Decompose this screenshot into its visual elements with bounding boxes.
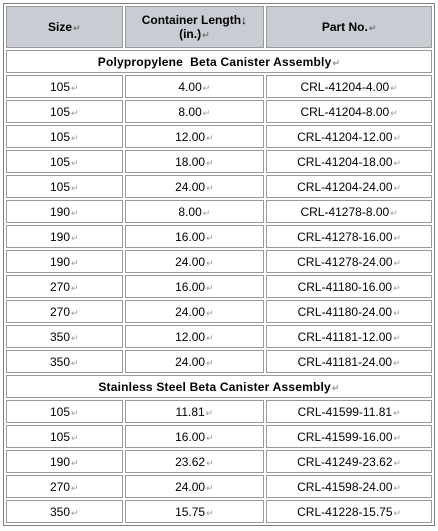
length-value: 24.00 [175, 254, 206, 269]
part-cell [266, 125, 432, 148]
size-value: 190 [49, 254, 71, 269]
part-value: CRL-41204-24.00 [297, 179, 393, 194]
part-cell [266, 450, 432, 473]
paragraph-mark-icon: ↵ [206, 507, 214, 518]
size-value: 105 [49, 154, 71, 169]
length-cell [125, 150, 265, 173]
section-title: Polypropylene Beta Canister Assembly [97, 54, 332, 69]
size-cell [6, 125, 123, 148]
paragraph-mark-icon: ↵ [206, 432, 214, 443]
paragraph-mark-icon: ↵ [202, 107, 211, 118]
container-length-header [125, 6, 265, 48]
length-cell [125, 275, 265, 298]
size-cell [6, 250, 123, 273]
part-value: CRL-41598-24.00 [297, 479, 393, 494]
paragraph-mark-icon: ↵ [393, 157, 402, 168]
size-value: 105 [49, 179, 71, 194]
paragraph-mark-icon: ↵ [71, 157, 79, 168]
table-row [6, 300, 432, 323]
paragraph-mark-icon: ↵ [331, 382, 340, 393]
length-cell [125, 225, 265, 248]
paragraph-mark-icon: ↵ [390, 107, 398, 118]
part-value: CRL-41599-16.00 [297, 429, 393, 444]
length-value: 18.00 [175, 154, 206, 169]
paragraph-mark-icon: ↵ [71, 307, 79, 318]
paragraph-mark-icon: ↵ [206, 182, 214, 193]
part-cell [266, 300, 432, 323]
section-title: Stainless Steel Beta Canister Assembly [98, 379, 331, 394]
size-value: 350 [49, 354, 71, 369]
table-row [6, 475, 432, 498]
table-row [6, 500, 432, 523]
length-value: 24.00 [175, 354, 206, 369]
size-cell [6, 275, 123, 298]
paragraph-mark-icon: ↵ [71, 82, 79, 93]
length-cell [125, 450, 265, 473]
paragraph-mark-icon: ↵ [71, 282, 79, 293]
part-value: CRL-41204-8.00 [300, 104, 390, 119]
table-row [6, 75, 432, 98]
size-cell [6, 100, 123, 123]
size-value: 105 [49, 404, 71, 419]
part-cell [266, 425, 432, 448]
part-cell [266, 500, 432, 523]
paragraph-mark-icon: ↵ [73, 22, 81, 33]
length-cell [125, 250, 265, 273]
table-row [6, 125, 432, 148]
paragraph-mark-icon: ↵ [332, 57, 341, 68]
paragraph-mark-icon: ↵ [71, 432, 79, 443]
length-value: 4.00 [178, 79, 202, 94]
paragraph-mark-icon: ↵ [206, 482, 214, 493]
table-row [6, 150, 432, 173]
paragraph-mark-icon: ↵ [71, 107, 79, 118]
length-cell [125, 300, 265, 323]
paragraph-mark-icon: ↵ [206, 232, 214, 243]
paragraph-mark-icon: ↵ [393, 432, 402, 443]
length-cell [125, 350, 265, 373]
part-cell [266, 175, 432, 198]
length-value: 8.00 [178, 204, 202, 219]
table-row [6, 350, 432, 373]
length-cell [125, 125, 265, 148]
table-row [6, 400, 432, 423]
length-cell [125, 425, 265, 448]
part-cell [266, 400, 432, 423]
container-length-unit: (in.) [179, 26, 202, 41]
section-row [6, 375, 432, 398]
paragraph-mark-icon: ↵ [206, 257, 214, 268]
canister-spec-table [3, 3, 435, 526]
size-cell [6, 475, 123, 498]
length-cell [125, 325, 265, 348]
part-no-header-label: Part No. [321, 19, 368, 34]
length-cell [125, 400, 265, 423]
size-value: 190 [49, 229, 71, 244]
paragraph-mark-icon: ↵ [393, 232, 402, 243]
table-row [6, 200, 432, 223]
size-value: 105 [49, 429, 71, 444]
part-cell [266, 75, 432, 98]
paragraph-mark-icon: ↵ [206, 357, 214, 368]
size-value: 270 [49, 479, 71, 494]
paragraph-mark-icon: ↵ [71, 182, 79, 193]
header-row [6, 6, 432, 48]
part-value: CRL-41180-16.00 [297, 279, 393, 294]
section-title-cell [6, 375, 432, 398]
length-value: 12.00 [175, 329, 206, 344]
paragraph-mark-icon: ↵ [393, 357, 401, 368]
paragraph-mark-icon: ↵ [390, 207, 398, 218]
container-length-header-line2 [126, 27, 264, 42]
table-row [6, 450, 432, 473]
container-length-label: Container Length [141, 12, 242, 27]
paragraph-mark-icon: ↵ [71, 407, 79, 418]
size-value: 270 [49, 279, 71, 294]
size-cell [6, 325, 123, 348]
paragraph-mark-icon: ↵ [71, 232, 79, 243]
paragraph-mark-icon: ↵ [71, 357, 79, 368]
paragraph-mark-icon: ↵ [206, 157, 214, 168]
size-cell [6, 300, 123, 323]
part-cell [266, 100, 432, 123]
length-cell [125, 200, 265, 223]
size-header-label: Size [47, 19, 72, 34]
paragraph-mark-icon: ↵ [71, 332, 79, 343]
length-cell [125, 500, 265, 523]
paragraph-mark-icon: ↵ [393, 307, 401, 318]
part-value: CRL-41181-24.00 [297, 354, 393, 369]
size-value: 105 [49, 129, 71, 144]
length-value: 16.00 [175, 279, 206, 294]
paragraph-mark-icon: ↵ [206, 457, 214, 468]
size-cell [6, 425, 123, 448]
length-value: 23.62 [175, 454, 206, 469]
part-value: CRL-41599-11.81 [297, 404, 393, 419]
size-cell [6, 450, 123, 473]
length-value: 24.00 [175, 304, 206, 319]
table-row [6, 225, 432, 248]
table-body [6, 50, 432, 523]
paragraph-mark-icon: ↵ [393, 282, 401, 293]
table-row [6, 325, 432, 348]
part-cell [266, 200, 432, 223]
size-value: 270 [49, 304, 71, 319]
paragraph-mark-icon: ↵ [206, 282, 214, 293]
part-value: CRL-41204-12.00 [297, 129, 393, 144]
paragraph-mark-icon: ↵ [71, 207, 79, 218]
size-cell [6, 200, 123, 223]
line-break-arrow-icon: ↓ [241, 12, 248, 27]
part-cell [266, 350, 432, 373]
length-value: 16.00 [175, 229, 206, 244]
part-value: CRL-41278-8.00 [300, 204, 390, 219]
length-value: 11.81 [175, 404, 205, 419]
length-cell [125, 75, 265, 98]
table-row [6, 250, 432, 273]
size-value: 105 [49, 104, 71, 119]
part-value: CRL-41228-15.75 [297, 504, 393, 519]
size-cell [6, 75, 123, 98]
part-cell [266, 275, 432, 298]
size-cell [6, 500, 123, 523]
paragraph-mark-icon: ↵ [71, 132, 79, 143]
length-cell [125, 175, 265, 198]
size-header [6, 6, 123, 48]
length-value: 16.00 [175, 429, 206, 444]
part-cell [266, 475, 432, 498]
length-cell [125, 100, 265, 123]
paragraph-mark-icon: ↵ [71, 457, 79, 468]
length-value: 15.75 [175, 504, 206, 519]
paragraph-mark-icon: ↵ [368, 22, 377, 33]
part-cell [266, 150, 432, 173]
section-row [6, 50, 432, 73]
part-no-header [266, 6, 432, 48]
part-value: CRL-41204-18.00 [297, 154, 393, 169]
table-row [6, 425, 432, 448]
length-value: 24.00 [175, 479, 206, 494]
part-cell [266, 325, 432, 348]
paragraph-mark-icon: ↵ [206, 307, 214, 318]
paragraph-mark-icon: ↵ [393, 332, 401, 343]
paragraph-mark-icon: ↵ [71, 257, 79, 268]
size-value: 190 [49, 204, 71, 219]
paragraph-mark-icon: ↵ [71, 482, 79, 493]
part-value: CRL-41181-12.00 [297, 329, 393, 344]
paragraph-mark-icon: ↵ [393, 182, 402, 193]
size-value: 105 [49, 79, 71, 94]
paragraph-mark-icon: ↵ [202, 207, 211, 218]
paragraph-mark-icon: ↵ [202, 82, 211, 93]
paragraph-mark-icon: ↵ [393, 407, 401, 418]
table-row [6, 275, 432, 298]
container-length-header-line1 [126, 13, 264, 27]
size-value: 350 [49, 329, 71, 344]
part-value: CRL-41278-24.00 [297, 254, 393, 269]
paragraph-mark-icon: ↵ [393, 457, 402, 468]
part-cell [266, 225, 432, 248]
paragraph-mark-icon: ↵ [206, 132, 214, 143]
paragraph-mark-icon: ↵ [206, 332, 214, 343]
length-cell [125, 475, 265, 498]
size-value: 190 [49, 454, 71, 469]
length-value: 8.00 [178, 104, 202, 119]
section-title-cell [6, 50, 432, 73]
part-value: CRL-41249-23.62 [297, 454, 393, 469]
paragraph-mark-icon: ↵ [71, 507, 79, 518]
paragraph-mark-icon: ↵ [393, 132, 402, 143]
paragraph-mark-icon: ↵ [393, 257, 402, 268]
part-value: CRL-41204-4.00 [300, 79, 390, 94]
size-cell [6, 350, 123, 373]
size-cell [6, 225, 123, 248]
table-row [6, 175, 432, 198]
paragraph-mark-icon: ↵ [393, 482, 402, 493]
size-value: 350 [49, 504, 71, 519]
part-cell [266, 250, 432, 273]
paragraph-mark-icon: ↵ [205, 407, 214, 418]
size-cell [6, 150, 123, 173]
length-value: 24.00 [175, 179, 206, 194]
size-cell [6, 400, 123, 423]
paragraph-mark-icon: ↵ [390, 82, 398, 93]
paragraph-mark-icon: ↵ [393, 507, 402, 518]
paragraph-mark-icon: ↵ [202, 29, 210, 40]
size-cell [6, 175, 123, 198]
length-value: 12.00 [175, 129, 206, 144]
part-value: CRL-41180-24.00 [297, 304, 393, 319]
table-row [6, 100, 432, 123]
part-value: CRL-41278-16.00 [297, 229, 393, 244]
